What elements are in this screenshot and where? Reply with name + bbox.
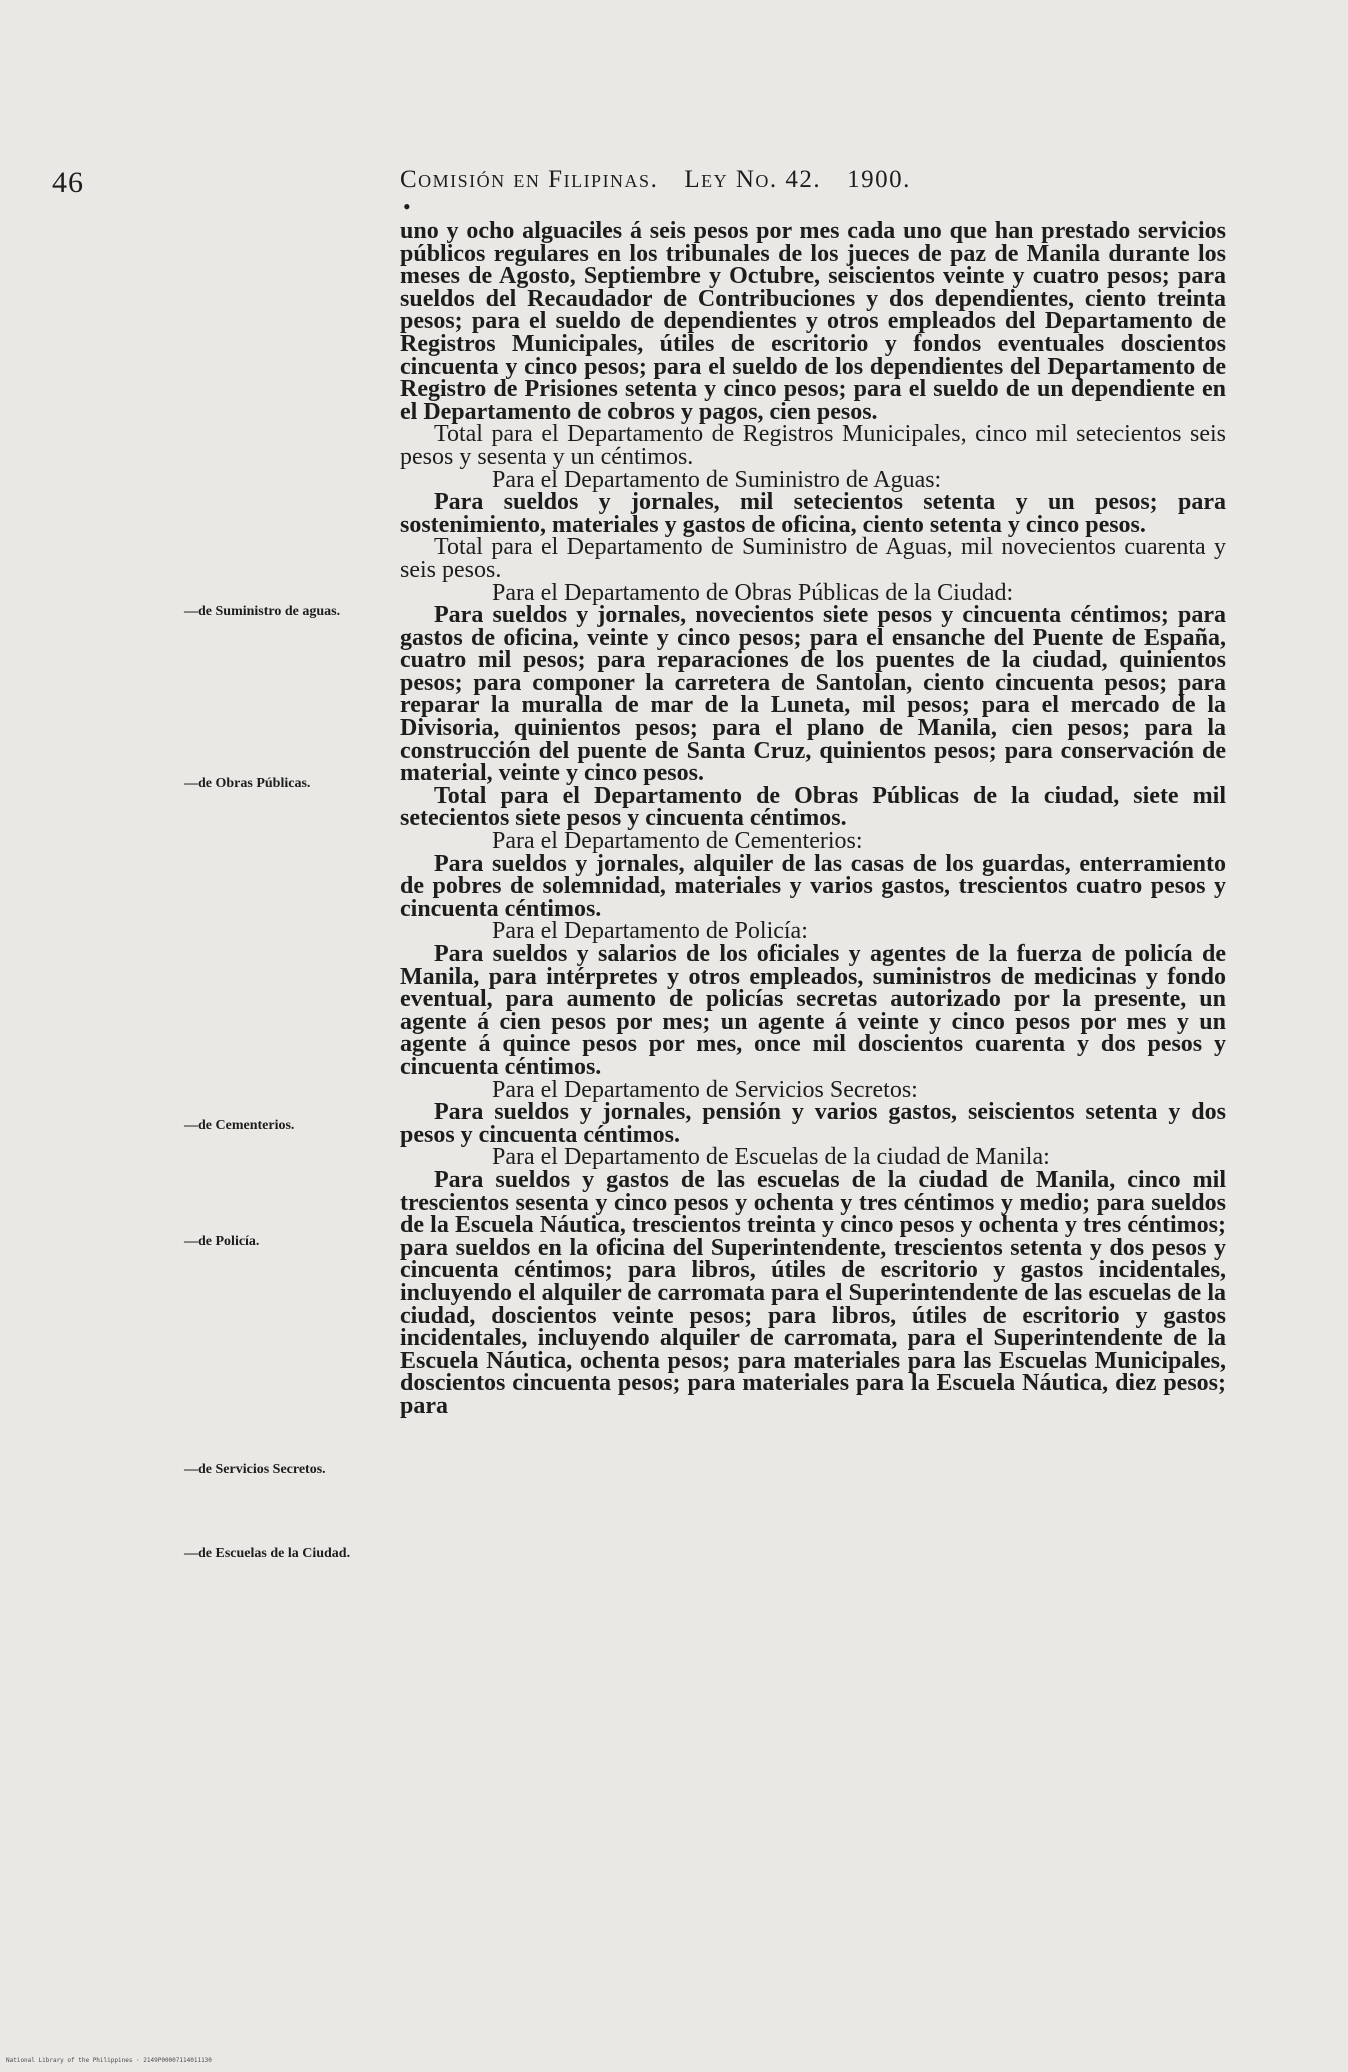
margin-note-cementerios: —de Cementerios.	[184, 1118, 295, 1133]
paragraph: Para sueldos y jornales, pensión y varios gastos, seiscientos setenta y dos pesos y cincuenta céntimos.	[400, 1099, 1226, 1148]
section-heading: Para el Departamento de Suministro de Aguas:	[492, 466, 942, 493]
running-head-year: 1900.	[847, 166, 911, 193]
running-head-law: Ley No. 42.	[684, 166, 822, 193]
margin-note-escuelas: —de Escuelas de la Ciudad.	[184, 1546, 351, 1561]
paragraph: Para sueldos y gastos de las escuelas de la ciudad de Manila, cinco mil trescientos sesenta y cinco pesos y ochenta y tres céntimos y medio; para sueldos de la Escuela Náutica, trescientos treinta y cinco pesos y ochenta y tres céntimos; para sueldos en la oficina del Superintendente, trescientos setenta y dos pesos y cincuenta céntimos; para libros, útiles de escritorio y gastos incidentales, incluyendo el alquiler de carromata para el Superintendente de las escuelas de la ciudad, doscientos veinte pesos; para libros, útiles de escritorio y gastos incidentales, incluyendo alquiler de carromata, para el Superintendente de la Escuela Náutica, ochenta pesos; para materiales para las Escuelas Municipales, doscientos cincuenta pesos; para materiales para la Escuela Náutica, diez pesos; para	[400, 1166, 1226, 1419]
section-heading: Para el Departamento de Escuelas de la ciudad de Manila:	[492, 1144, 1050, 1171]
margin-note-aguas: —de Suministro de aguas.	[184, 604, 341, 619]
paragraph: Para sueldos y jornales, alquiler de las casas de los guardas, enterramiento de pobres de solemnidad, materiales y varios gastos, trescientos cuatro pesos y cincuenta céntimos.	[400, 850, 1226, 922]
body-text	[400, 220, 1226, 1417]
paragraph: Para sueldos y salarios de los oficiales y agentes de la fuerza de policía de Manila, para intérpretes y otros empleados, suministros de medicinas y fondo eventual, para aumento de policías secretas autorizado por la presente, un agente á cien pesos por mes; un agente á veinte y cinco pesos por mes y un agente á quince pesos por mes, once mil doscientos cuarenta y dos pesos y cincuenta céntimos.	[400, 941, 1226, 1080]
total-paragraph: Total para el Departamento de Obras Públicas de la ciudad, siete mil setecientos siete pesos y cincuenta céntimos.	[400, 782, 1226, 832]
paragraph: Para sueldos y jornales, mil setecientos setenta y un pesos; para sostenimiento, materiales y gastos de oficina, ciento setenta y cinco pesos.	[400, 489, 1226, 538]
total-paragraph: Total para el Departamento de Suministro de Aguas, mil novecientos cuarenta y seis pesos.	[400, 534, 1226, 583]
total-paragraph: Total para el Departamento de Registros Municipales, cinco mil setecientos seis pesos y sesenta y un céntimos.	[400, 421, 1226, 470]
margin-note-obras-publicas: —de Obras Públicas.	[184, 776, 311, 791]
printer-mark: •	[403, 194, 411, 219]
page-number: 46	[52, 166, 84, 199]
margin-note-servicios-secretos: —de Servicios Secretos.	[184, 1462, 326, 1477]
section-heading: Para el Departamento de Obras Públicas de la Ciudad:	[492, 579, 1014, 606]
paragraph: uno y ocho alguaciles á seis pesos por mes cada uno que han prestado servicios públicos regulares en los tribunales de los jueces de paz de Manila durante los meses de Agosto, Septiembre y Octubre, seiscientos veinte y cuatro pesos; para sueldos del Recaudador de Contribuciones y dos dependientes, ciento treinta pesos; para el sueldo de dependientes y otros empleados del Departamento de Registros Municipales, útiles de escritorio y fondos eventuales doscientos cincuenta y cinco pesos; para el sueldo de los dependientes del Departamento de Registro de Prisiones setenta y cinco pesos; para el sueldo de un dependiente en el Departamento de cobros y pagos, cien pesos.	[400, 218, 1226, 425]
paragraph: Para sueldos y jornales, novecientos siete pesos y cincuenta céntimos; para gastos de oficina, veinte y cinco pesos; para el ensanche del Puente de España, cuatro mil pesos; para reparaciones de los puentes de la ciudad, quinientos pesos; para componer la carretera de Santolan, ciento cincuenta pesos; para reparar la muralla de mar de la Luneta, mil pesos; para el mercado de la Divisoria, quinientos pesos; para el plano de Manila, cien pesos; para la construcción del puente de Santa Cruz, quinientos pesos; para conservación de material, veinte y cinco pesos.	[400, 602, 1226, 787]
section-heading: Para el Departamento de Cementerios:	[492, 828, 863, 855]
section-heading: Para el Departamento de Servicios Secretos:	[492, 1076, 918, 1103]
margin-note-policia: —de Policía.	[184, 1234, 260, 1249]
scan-footer: National Library of the Philippines · 2149P00007114011130	[6, 2057, 212, 2064]
running-head	[400, 166, 1230, 194]
running-head-commission: Comisión en Filipinas.	[400, 166, 659, 193]
section-heading: Para el Departamento de Policía:	[492, 918, 808, 945]
